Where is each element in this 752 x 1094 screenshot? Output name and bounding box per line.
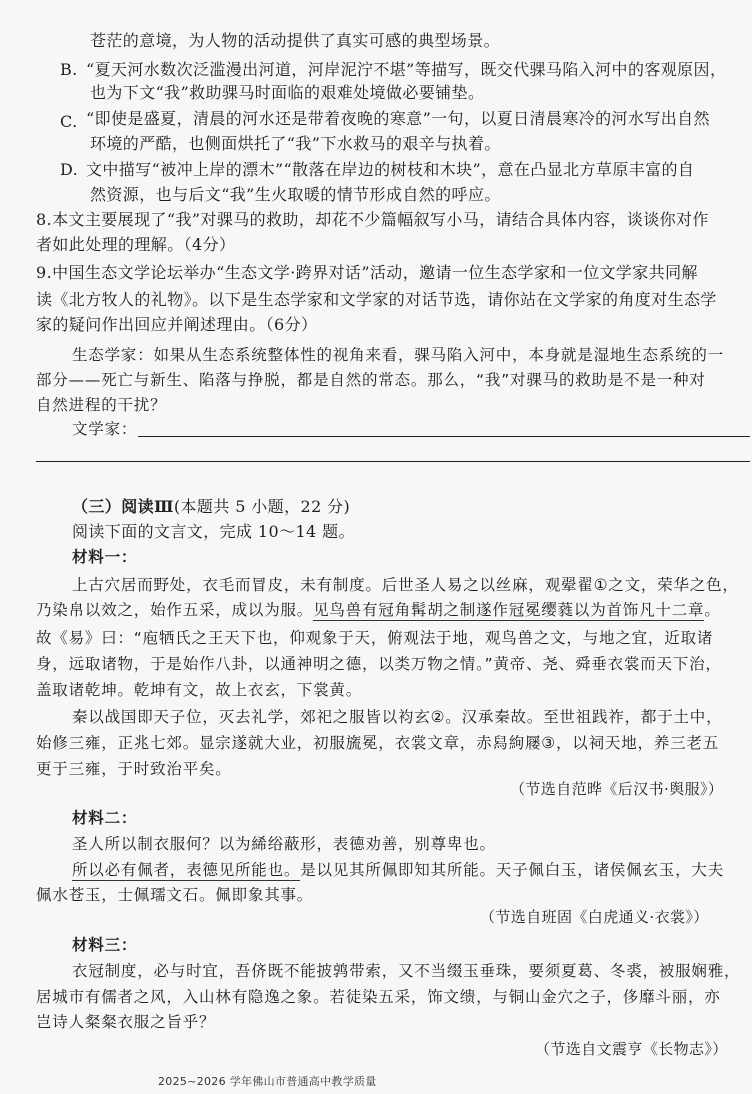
page-footer: 2025~2026 学年佛山市普通高中教学质量 <box>158 1075 377 1088</box>
section3-heading <box>72 497 350 517</box>
m2-line3: 佩水苍玉，士佩瓀文石。佩即象其事。 <box>36 886 314 904</box>
q7-option-b-label: B. <box>60 60 78 79</box>
material-1-title: 材料一： <box>72 548 138 566</box>
q7-option-d-label: D. <box>60 160 79 179</box>
material-2-title: 材料二： <box>72 809 138 827</box>
q7-option-d-line1: 文中描写“被冲上岸的漂木”“散落在岸边的树枝和木块”，意在凸显北方草原丰富的自 <box>86 160 695 179</box>
section3-instruction: 阅读下面的文言文，完成 10～14 题。 <box>72 522 355 541</box>
m2-line2 <box>72 860 724 880</box>
q9-line3: 家的疑问作出回应并阐述理由。（6分） <box>36 315 318 334</box>
section3-score: (本题共 5 小题，22 分) <box>173 497 351 516</box>
m3-source: （节选自文震亨《长物志》） <box>535 1040 728 1058</box>
answer-line-2[interactable] <box>36 461 750 462</box>
m1-p2-line1: 秦以战国即天子位，灭去礼学，郊祀之服皆以袀玄②。汉承秦故。至世祖践祚，都于土中， <box>72 708 723 726</box>
q7-option-c-label: C. <box>60 112 78 131</box>
m3-line2: 居城市有儒者之风，入山林有隐逸之象。若徒染五采，饰文缋，与铜山金穴之子，侈靡斗丽，亦 <box>36 988 721 1006</box>
m1-p1-line3: 故《易》曰：“庖牺氏之王天下也，仰观象于天，俯观法于地，观鸟兽之文，与地之宜，近取诸 <box>36 629 714 647</box>
m3-line3: 岂诗人粲粲衣服之旨乎？ <box>36 1013 216 1031</box>
q9-line1: 9.中国生态文学论坛举办“生态文学·跨界对话”活动，邀请一位生态学家和一位文学家共同解 <box>36 263 698 282</box>
m1-p1-line2-c: 。 <box>704 601 721 619</box>
m1-p2-line2: 始修三雍，正兆七郊。显宗遂就大业，初服旒冕，衣裳文章，赤舄絇屦③，以祠天地，养三老五 <box>36 734 719 752</box>
m3-line1: 衣冠制度，必与时宜，吾侪既不能披鹑带索，又不当缀玉垂珠，要须夏葛、冬裘，被服娴雅， <box>72 962 741 980</box>
q9-ecologist-line2: 部分——死亡与新生、陷落与挣脱，都是自然的常态。那么，“我”对骒马的救助是不是一种对 <box>36 371 706 389</box>
m1-p1-line5: 盖取诸乾坤。乾坤有文，故上衣玄，下裳黄。 <box>36 681 363 699</box>
q7-option-c-line1: “即使是盛夏，清晨的河水还是带着夜晚的寒意”一句，以夏日清晨寒冷的河水写出自然 <box>86 109 710 128</box>
q7-option-d-line2: 然资源，也与后文“我”生火取暖的情节形成自然的呼应。 <box>90 185 501 204</box>
answer-line-1[interactable] <box>138 436 750 437</box>
underlined-sentence-2: 所以必有佩者，表德见所能也。 <box>72 861 301 879</box>
m2-line2-rest: 是以见其所佩即知其所能。天子佩白玉，诸侯佩玄玉，大夫 <box>300 861 725 879</box>
material-3-title: 材料三： <box>72 936 138 954</box>
underlined-sentence-1: 见鸟兽有冠角髯胡之制遂作冠冕缨蕤以为首饰凡十二章 <box>313 601 705 619</box>
q7-option-c-line2: 环境的严酷，也侧面烘托了“我”下水救马的艰辛与执着。 <box>90 134 501 153</box>
m1-p1-line4: 身，远取诸物，于是始作八卦，以通神明之德，以类万物之情。”黄帝、尧、舜垂衣裳而天下治， <box>36 655 722 673</box>
q9-ecologist-line1: 生态学家：如果从生态系统整体性的视角来看，骒马陷入河中，本身就是湿地生态系统的一 <box>72 346 725 364</box>
m2-line1: 圣人所以制衣服何？以为絺绤蔽形，表德劝善，别尊卑也。 <box>72 835 496 853</box>
m1-source: （节选自范晔《后汉书·舆服》） <box>510 780 724 798</box>
m1-p1-line2-a: 乃染帛以效之，始作五采，成以为服。 <box>36 601 314 619</box>
q7-option-a-tail: 苍茫的意境，为人物的活动提供了真实可感的典型场景。 <box>90 31 501 50</box>
q7-option-b-line1: “夏天河水数次泛滥漫出河道，河岸泥泞不堪”等描写，既交代骒马陷入河中的客观原因， <box>86 60 727 79</box>
m1-p1-line1: 上古穴居而野处，衣毛而冒皮，未有制度。后世圣人易之以丝麻，观翚翟①之文，荣华之色， <box>72 576 739 594</box>
m2-source: （节选自班固《白虎通义·衣裳》） <box>480 908 709 926</box>
q9-line2: 读《北方牧人的礼物》。以下是生态学家和文学家的对话节选，请你站在文学家的角度对生态学 <box>36 290 717 309</box>
q8-line2: 者如此处理的理解。（4分） <box>36 235 236 254</box>
section3-title: （三）阅读Ⅲ <box>72 497 174 516</box>
m1-p2-line3: 更于三雍，于时致治平矣。 <box>36 760 232 778</box>
m1-p1-line2 <box>36 600 721 620</box>
q7-option-b-line2: 也为下文“我”救助骒马时面临的艰难处境做必要铺垫。 <box>90 83 485 102</box>
q9-ecologist-line3: 自然进程的干扰？ <box>36 396 167 414</box>
q8-line1: 8.本文主要展现了“我”对骒马的救助，却花不少篇幅叙写小马，请结合具体内容，谈谈你对作 <box>36 210 709 229</box>
q9-literary-label: 文学家： <box>72 420 138 438</box>
